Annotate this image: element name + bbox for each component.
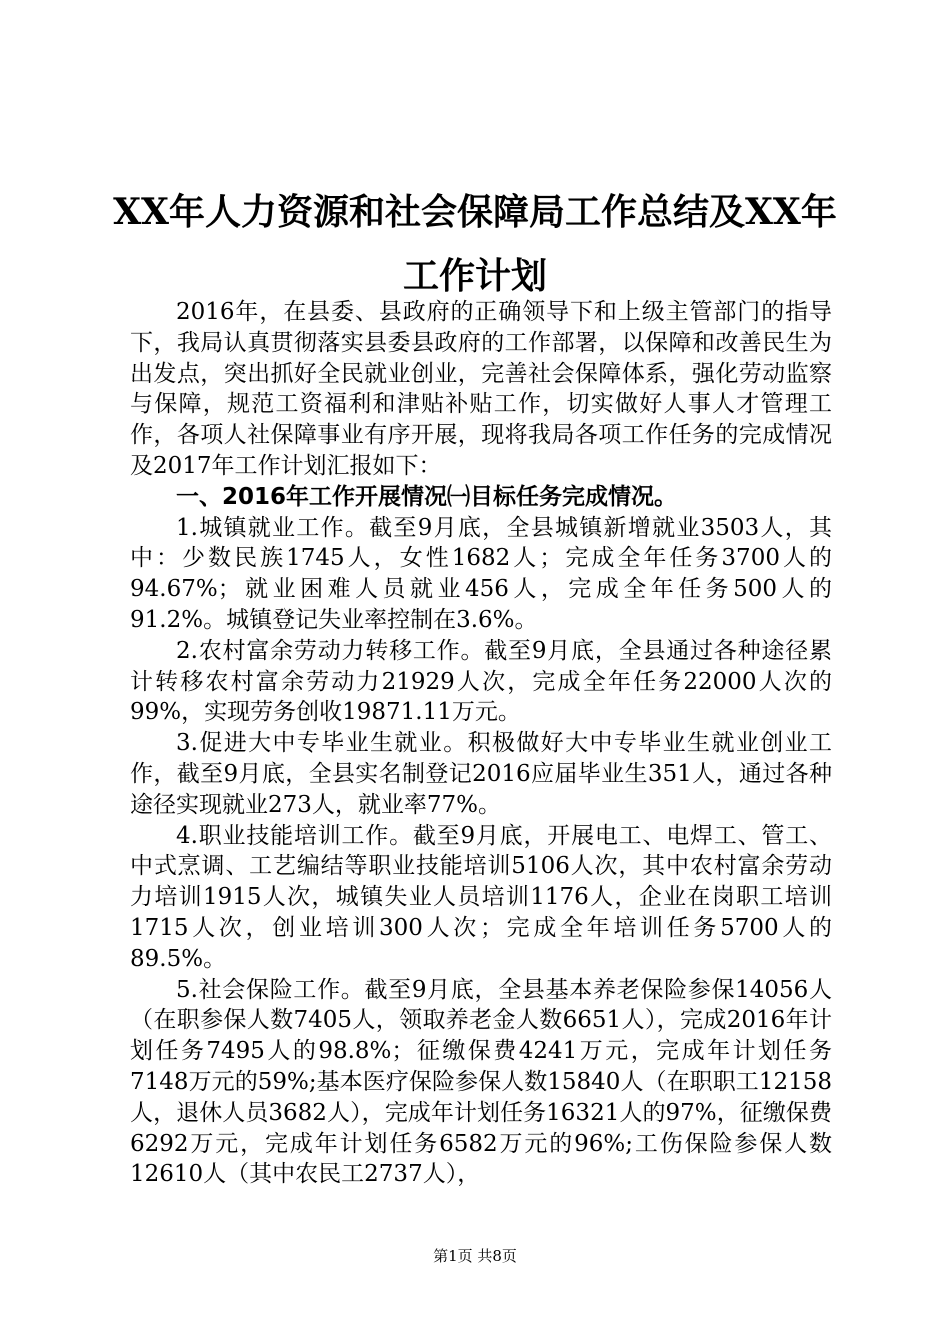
- paragraph-rural-labor-transfer: 2.农村富余劳动力转移工作。截至9月底，全县通过各种途径累计转移农村富余劳动力21929人次，完成全年任务22000人次的99%，实现劳务创收19871.11万元。: [130, 637, 832, 726]
- section-heading: 一、2016年工作开展情况㈠目标任务完成情况。: [176, 483, 678, 510]
- title-line-2: 工作计划: [402, 255, 547, 297]
- page-number-footer: 第1页 共8页: [433, 1247, 517, 1265]
- document-body: [130, 297, 832, 1190]
- paragraph-skills-training: 4.职业技能培训工作。截至9月底，开展电工、电焊工、管工、中式烹调、工艺编结等职业技能培训5106人次，其中农村富余劳动力培训1915人次，城镇失业人员培训1176人，企业在岗职工培训1715人次，创业培训300人次；完成全年培训任务5700人的89.5%。: [130, 822, 832, 972]
- paragraph-urban-employment: 1.城镇就业工作。截至9月底，全县城镇新增就业3503人，其中：少数民族1745人，女性1682人；完成全年任务3700人的94.67%；就业困难人员就业456人，完成全年任务500人的91.2%。城镇登记失业率控制在3.6%。: [130, 514, 832, 633]
- paragraph-graduate-employment: 3.促进大中专毕业生就业。积极做好大中专毕业生就业创业工作，截至9月底，全县实名制登记2016应届毕业生351人，通过各种途径实现就业273人，就业率77%。: [130, 730, 832, 818]
- title-line-1: XX年人力资源和社会保障局工作总结及XX年: [113, 191, 837, 233]
- intro-paragraph: 2016年，在县委、县政府的正确领导下和上级主管部门的指导下，我局认真贯彻落实县委县政府的工作部署，以保障和改善民生为出发点，突出抓好全民就业创业，完善社会保障体系，强化劳动监察与保障，规范工资福利和津贴补贴工作，切实做好人事人才管理工作，各项人社保障事业有序开展，现将我局各项工作任务的完成情况及2017年工作计划汇报如下：: [130, 299, 832, 479]
- paragraph-social-insurance: 5.社会保险工作。截至9月底，全县基本养老保险参保14056人（在职参保人数7405人，领取养老金人数6651人），完成2016年计划任务7495人的98.8%；征缴保费4241万元，完成年计划任务7148万元的59%;基本医疗保险参保人数15840人（在职职工12158人，退休人员3682人），完成年计划任务16321人的97%，征缴保费6292万元，完成年计划任务6582万元的96%;工伤保险参保人数12610人（其中农民工2737人），: [130, 976, 832, 1188]
- document-title: [60, 180, 890, 308]
